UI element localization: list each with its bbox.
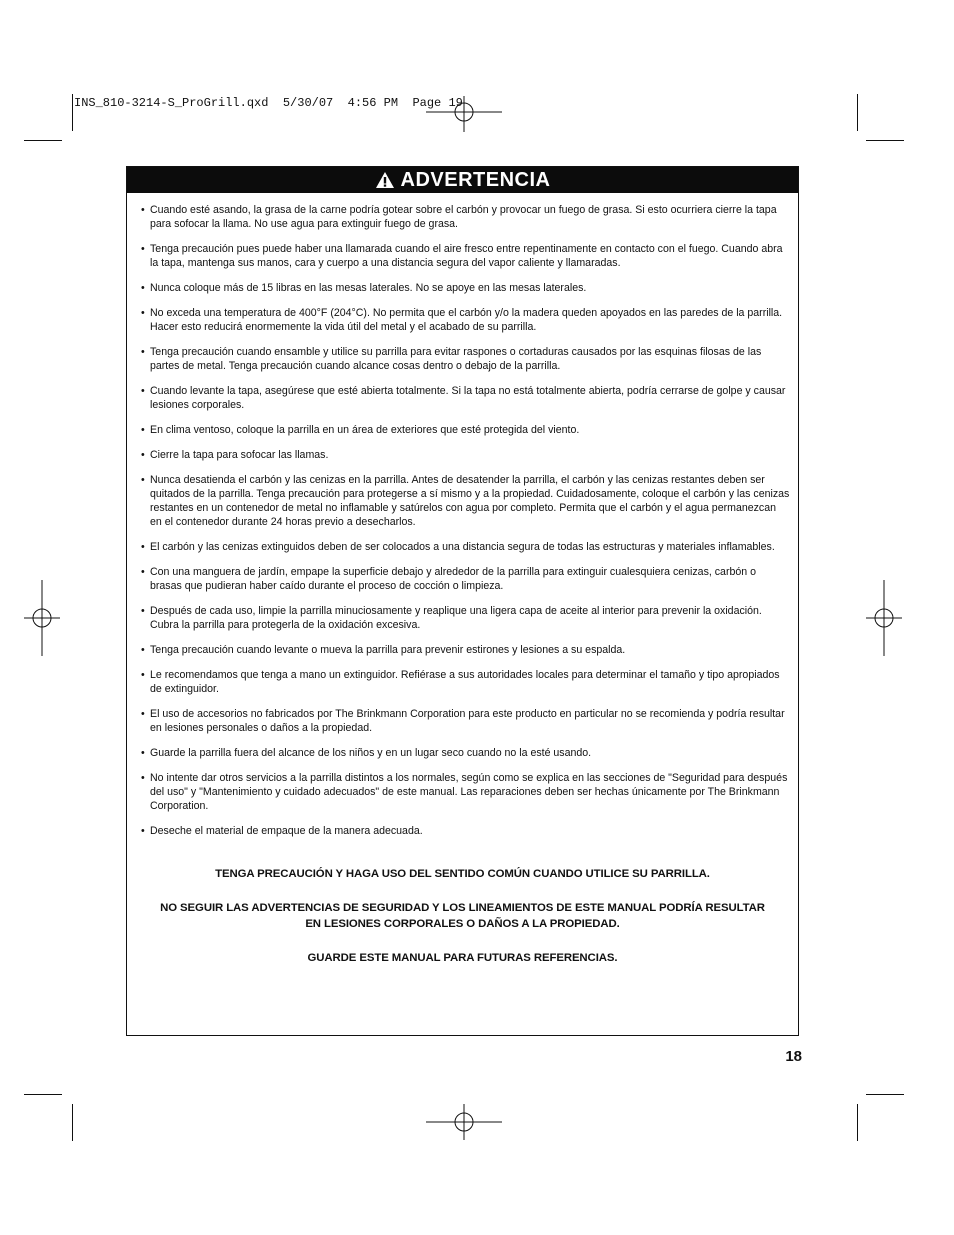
list-item: • No intente dar otros servicios a la parrilla distintos a los normales, según como se explica en las secciones de "Seguridad para después del uso" y "Mantenimiento y cuidado adecuados" de este manual. Las reparaciones deben ser hechas únicamente por The Brinkmann Corporation. — [141, 772, 788, 812]
list-item: • Cuando levante la tapa, asegúrese que esté abierta totalmente. Si la tapa no está totalmente abierta, podría cerrarse de golpe y causar lesiones corporales. — [141, 385, 786, 411]
crop-mark — [72, 94, 73, 131]
warning-header — [127, 167, 798, 193]
closing-statements — [127, 866, 798, 966]
list-item: • Le recomendamos que tenga a mano un extinguidor. Refiérase a sus autoridades locales para determinar el tamaño y tipo apropiados de extinguidor. — [141, 669, 780, 695]
crop-mark — [857, 1104, 858, 1141]
list-item: • Cuando esté asando, la grasa de la carne podría gotear sobre el carbón y provocar un fuego de grasa. Si esto ocurriera cierre la tapa para sofocar la llama. No use agua para extinguir fuego de grasa. — [141, 204, 777, 230]
warning-box — [126, 166, 799, 1036]
list-item: • Después de cada uso, limpie la parrilla minuciosamente y reaplique una ligera capa de aceite al interior para prevenir la oxidación. Cubra la parrilla para protegerla de la oxidación excesiva. — [141, 605, 762, 631]
list-item: • Cierre la tapa para sofocar las llamas. — [141, 449, 329, 461]
list-item: • En clima ventoso, coloque la parrilla en un área de exteriores que esté protegida del viento. — [141, 424, 580, 436]
list-item: • Tenga precaución cuando levante o mueva la parrilla para prevenir estirones y lesiones a su espalda. — [141, 644, 626, 656]
closing-warning-line2: EN LESIONES CORPORALES O DAÑOS A LA PROPIEDAD. — [305, 918, 620, 930]
registration-mark-icon — [426, 1104, 502, 1140]
crop-mark — [866, 140, 904, 141]
crop-mark — [24, 1094, 62, 1095]
crop-mark — [857, 94, 858, 131]
list-item: • El carbón y las cenizas extinguidos deben de ser colocados a una distancia segura de todas las estructuras y materiales inflamables. — [141, 541, 775, 553]
closing-warning-line1: NO SEGUIR LAS ADVERTENCIAS DE SEGURIDAD Y LOS LINEAMIENTOS DE ESTE MANUAL PODRÍA RESULTAR — [160, 902, 765, 914]
list-item: • Con una manguera de jardín, empape la superficie debajo y alrededor de la parrilla para extinguir cualesquiera cenizas, carbón o brasas que pudieran haber caído durante el proceso de cocción o limpieza. — [141, 566, 756, 592]
list-item: • Nunca coloque más de 15 libras en las mesas laterales. No se apoye en las mesas laterales. — [141, 282, 587, 294]
list-item: • Nunca desatienda el carbón y las cenizas en la parrilla. Antes de desatender la parrilla, el carbón y las cenizas restantes deben ser quitados de la parrilla. Tenga precaución para protegerse a sí mismo y a la propiedad. Cuidadosamente, coloque el carbón y las cenizas restantes en un contenedor de metal no inflamable y satúrelos con agua por completo. Permita que el carbón y el agua permanezcan en el contenedor durante 24 horas previo a desecharlos. — [141, 474, 790, 528]
crop-mark — [72, 1104, 73, 1141]
page-number: 18 — [785, 1048, 802, 1065]
crop-mark — [24, 140, 62, 141]
list-item: • No exceda una temperatura de 400°F (204°C). No permita que el carbón y/o la madera queden apoyados en las paredes de la parrilla. Hacer esto reducirá enormemente la vida útil del metal y el acabado de su parrilla. — [141, 307, 783, 333]
closing-caution: TENGA PRECAUCIÓN Y HAGA USO DEL SENTIDO COMÚN CUANDO UTILICE SU PARRILLA. — [215, 868, 710, 880]
print-slug: INS_810-3214-S_ProGrill.qxd 5/30/07 4:56 PM Page 19 — [74, 96, 463, 110]
list-item: • Guarde la parrilla fuera del alcance de los niños y en un lugar seco cuando no la esté usando. — [141, 747, 592, 759]
registration-mark-icon — [866, 580, 902, 656]
registration-mark-icon — [426, 96, 502, 132]
crop-mark — [866, 1094, 904, 1095]
list-item: • Tenga precaución cuando ensamble y utilice su parrilla para evitar raspones o cortaduras causados por las esquinas filosas de las partes de metal. Tenga precaución cuando alcance cosas dentro o debajo de la parrilla. — [141, 346, 762, 372]
warning-list — [127, 193, 798, 838]
list-item: • El uso de accesorios no fabricados por The Brinkmann Corporation para este producto en particular no se recomienda y podría resultar en lesiones personales o daños a la propiedad. — [141, 708, 785, 734]
warning-title: ADVERTENCIA — [400, 168, 551, 191]
closing-keep-manual: GUARDE ESTE MANUAL PARA FUTURAS REFERENCIAS. — [307, 952, 618, 964]
registration-mark-icon — [24, 580, 60, 656]
list-item: • Deseche el material de empaque de la manera adecuada. — [141, 825, 423, 837]
list-item: • Tenga precaución pues puede haber una llamarada cuando el aire fresco entre repentinamente en contacto con el fuego. Cuando abra la tapa, mantenga sus manos, cara y cuerpo a una distancia segura del vapor caliente y llamaradas. — [141, 243, 783, 269]
warning-triangle-icon — [375, 171, 395, 189]
